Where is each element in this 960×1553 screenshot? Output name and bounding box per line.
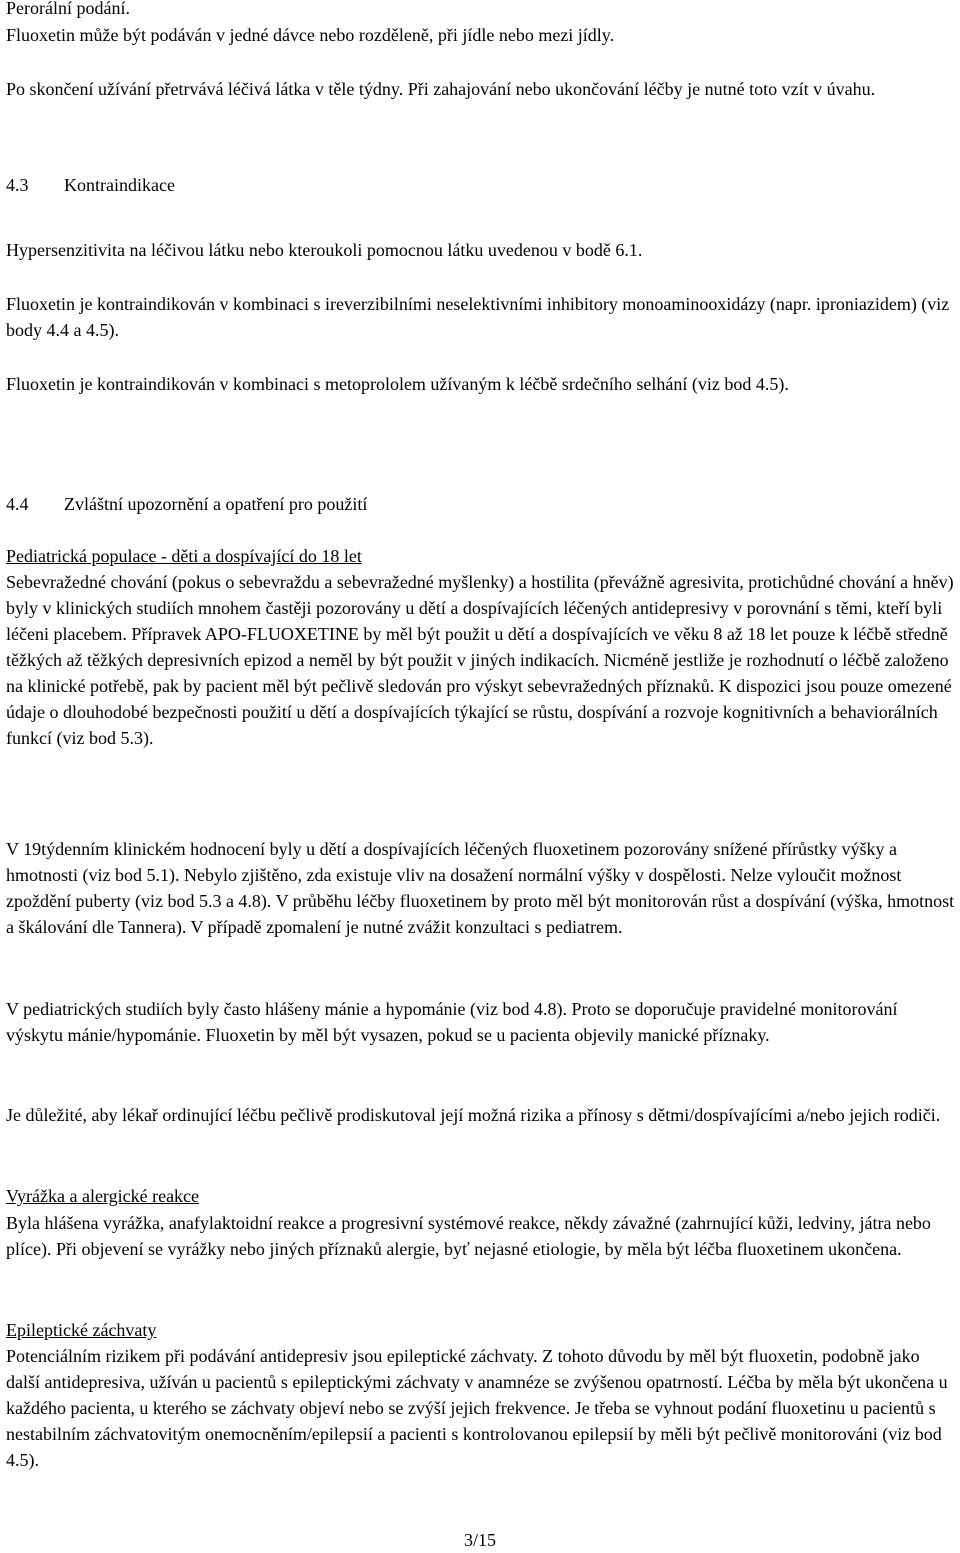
page-number: 3/15	[463, 1530, 496, 1550]
seizures-paragraph: Potenciálním rizikem při podávání antidepresiv jsou epileptické záchvaty. Z tohoto důvodu by měl být fluoxetin, podobně jako další antidepresiva, užíván u pacientů s epileptickými záchvaty v anamnéze se zvýšenou opatrností. Léčba by měla být ukončena u každého pacienta, u kterého se záchvaty objeví nebo se zvýší jejich frekvence. Je třeba se vyhnout podání fluoxetinu u pacientů s nestabilním záchvatovitým onemocněním/epilepsií a pacienti s kontrolovanou epilepsií by měli být pečlivě monitorováni (viz bod 4.5).	[6, 1346, 948, 1470]
section-4-4-heading	[6, 491, 956, 517]
pediatric-heading: Pediatrická populace - děti a dospívající do 18 let	[6, 546, 362, 566]
section-title: Zvláštní upozornění a opatření pro použití	[64, 494, 368, 514]
pediatric-paragraph-2: V 19týdenním klinickém hodnocení byly u dětí a dospívajících léčených fluoxetinem pozorovány snížené přírůstky výšky a hmotnosti (viz bod 5.1). Nebylo zjištěno, zda existuje vliv na dosažení normální výšky v dospělosti. Nelze vyloučit možnost zpoždění puberty (viz bod 5.3 a 4.8). V průběhu léčby fluoxetinem by proto měl být monitorován růst a dospívání (výška, hmotnost a škálování dle Tannera). V případě zpomalení je nutné zvážit konzultaci s pediatrem.	[6, 839, 955, 937]
pediatric-paragraph-1: Sebevražedné chování (pokus o sebevraždu a sebevražedné myšlenky) a hostilita (převážně agresivita, protichůdné chování a hněv) byly v klinických studiích mnohem častěji pozorovány u dětí a dospívajících léčených antidepresivy v porovnání s těmi, kteří byli léčeni placebem. Přípravek APO-FLUOXETINE by měl být použit u dětí a dospívajících ve věku 8 až 18 let pouze k léčbě středně těžkých až těžkých depresivních epizod a neměl by být použit v jiných indikacích. Nicméně jestliže je rozhodnutí o léčbě založeno na klinické potřebě, pak by pacient měl být pečlivě sledován pro výskyt sebevražedných příznaků. K dispozici jsou pouze omezené údaje o dlouhodobé bezpečnosti použití u dětí a dospívajících týkající se růstu, dospívání a rozvoje kognitivních a behaviorálních funkcí (viz bod 5.3).	[6, 572, 954, 748]
admin-route-text: Perorální podání.	[6, 0, 130, 18]
contraindication-hypersensitivity: Hypersenzitivita na léčivou látku nebo kteroukoli pomocnou látku uvedenou v bodě 6.1.	[6, 240, 643, 260]
contraindication-maoi: Fluoxetin je kontraindikován v kombinaci s ireverzibilními neselektivními inhibitory monoaminooxidázy (napr. iproniazidem) (viz body 4.4 a 4.5).	[6, 294, 950, 340]
pediatric-paragraph-3: V pediatrických studiích byly často hlášeny mánie a hypománie (viz bod 4.8). Proto se doporučuje pravidelné monitorování výskytu mánie/hypománie. Fluoxetin by měl být vysazen, pokud se u pacienta objevily manické příznaky.	[6, 999, 898, 1045]
rash-heading: Vyrážka a alergické reakce	[6, 1186, 200, 1206]
seizures-heading: Epileptické záchvaty	[6, 1320, 157, 1340]
admin-dosing-text: Fluoxetin může být podáván v jedné dávce nebo rozděleně, při jídle nebo mezi jídly.	[6, 25, 615, 45]
section-number: 4.4	[6, 494, 29, 514]
section-title: Kontraindikace	[64, 175, 175, 195]
pediatric-paragraph-4: Je důležité, aby lékař ordinující léčbu pečlivě prodiskutoval její možná rizika a přínosy s dětmi/dospívajícími a/nebo jejich rodiči.	[6, 1105, 941, 1125]
contraindication-metoprolol: Fluoxetin je kontraindikován v kombinaci s metoprololem užívaným k léčbě srdečního selhání (viz bod 4.5).	[6, 374, 789, 394]
section-4-3-heading	[6, 172, 956, 198]
admin-persistence-text: Po skončení užívání přetrvává léčivá látka v těle týdny. Při zahajování nebo ukončování léčby je nutné toto vzít v úvahu.	[6, 79, 876, 99]
rash-paragraph: Byla hlášena vyrážka, anafylaktoidní reakce a progresivní systémové reakce, někdy závažné (zahrnující kůži, ledviny, játra nebo plíce). Při objevení se vyrážky nebo jiných příznaků alergie, byť nejasné etiologie, by měla být léčba fluoxetinem ukončena.	[6, 1213, 931, 1259]
section-number: 4.3	[6, 175, 29, 195]
